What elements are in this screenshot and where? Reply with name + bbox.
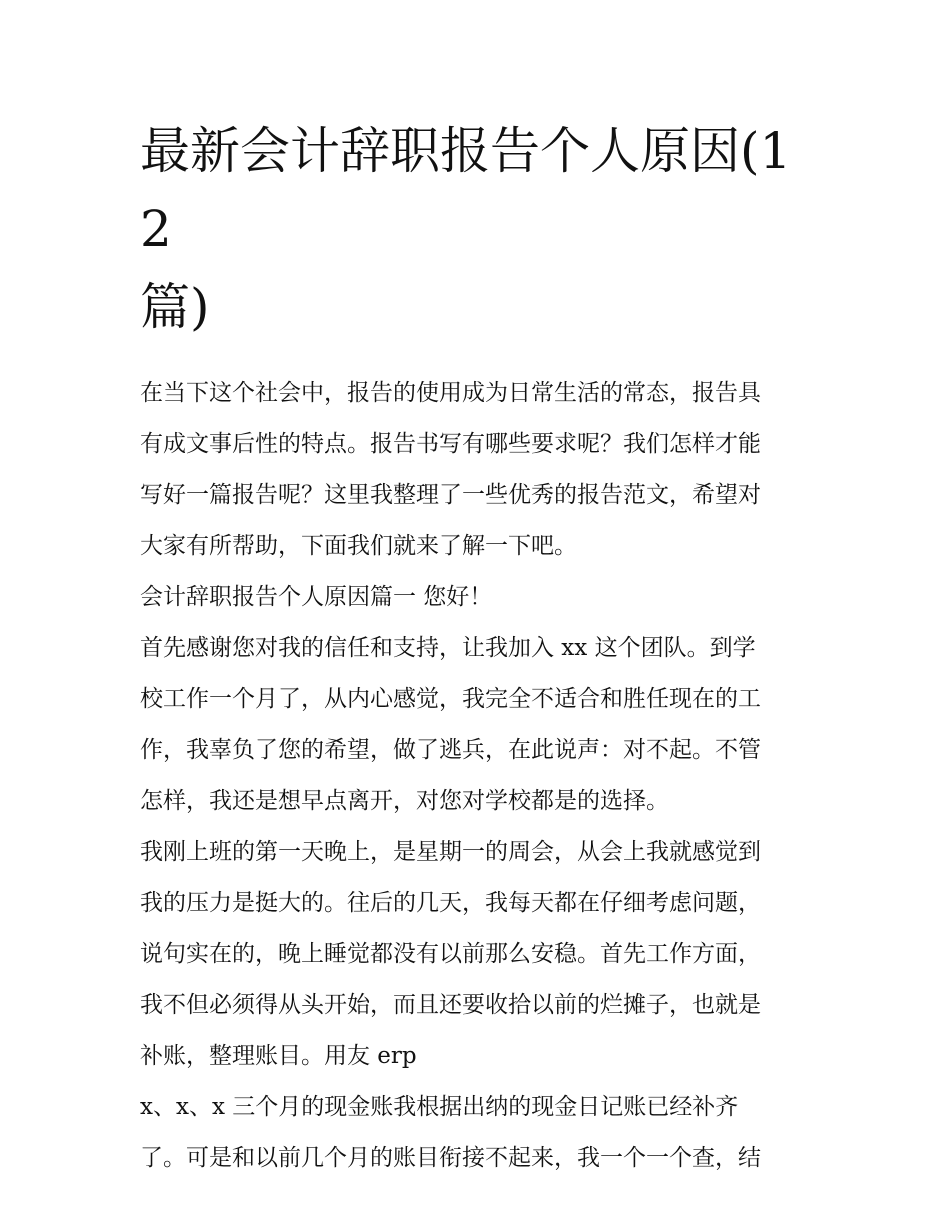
document-content xyxy=(140,112,812,1184)
section-heading-text: 会计辞职报告个人原因篇一 您好！ xyxy=(140,584,493,610)
text-line: 怎样，我还是想早点离开，对您对学校都是的选择。 xyxy=(140,788,669,814)
text-line: 我的压力是挺大的。往后的几天，我每天都在仔细考虑问题， xyxy=(140,890,761,916)
paragraph-2 xyxy=(140,827,812,1082)
text-line: x、x、x 三个月的现金账我根据出纳的现金日记账已经补齐 xyxy=(140,1094,739,1120)
section-heading xyxy=(140,572,812,623)
paragraph-3 xyxy=(140,1082,812,1184)
text-line: 了。可是和以前几个月的账目衔接不起来，我一个一个查，结 xyxy=(140,1145,761,1171)
text-line: 补账，整理账目。用友 erp xyxy=(140,1043,417,1069)
text-line: 有成文事后性的特点。报告书写有哪些要求呢？我们怎样才能 xyxy=(140,431,761,457)
text-line: 首先感谢您对我的信任和支持，让我加入 xx 这个团队。到学 xyxy=(140,635,756,661)
title-line-1: 最新会计辞职报告个人原因(12 xyxy=(140,122,792,258)
text-line: 说句实在的，晚上睡觉都没有以前那么安稳。首先工作方面， xyxy=(140,941,761,967)
text-line: 在当下这个社会中，报告的使用成为日常生活的常态，报告具 xyxy=(140,380,761,406)
text-line: 大家有所帮助，下面我们就来了解一下吧。 xyxy=(140,533,577,559)
text-line: 写好一篇报告呢？这里我整理了一些优秀的报告范文，希望对 xyxy=(140,482,761,508)
text-line: 作，我辜负了您的希望，做了逃兵，在此说声：对不起。不管 xyxy=(140,737,761,763)
document-title xyxy=(140,112,812,346)
text-line: 校工作一个月了，从内心感觉，我完全不适合和胜任现在的工 xyxy=(140,686,761,712)
title-line-2: 篇) xyxy=(140,278,210,336)
text-line: 我不但必须得从头开始，而且还要收拾以前的烂摊子，也就是 xyxy=(140,992,761,1018)
intro-paragraph xyxy=(140,368,812,572)
text-line: 我刚上班的第一天晚上，是星期一的周会，从会上我就感觉到 xyxy=(140,839,761,865)
paragraph-1 xyxy=(140,623,812,827)
